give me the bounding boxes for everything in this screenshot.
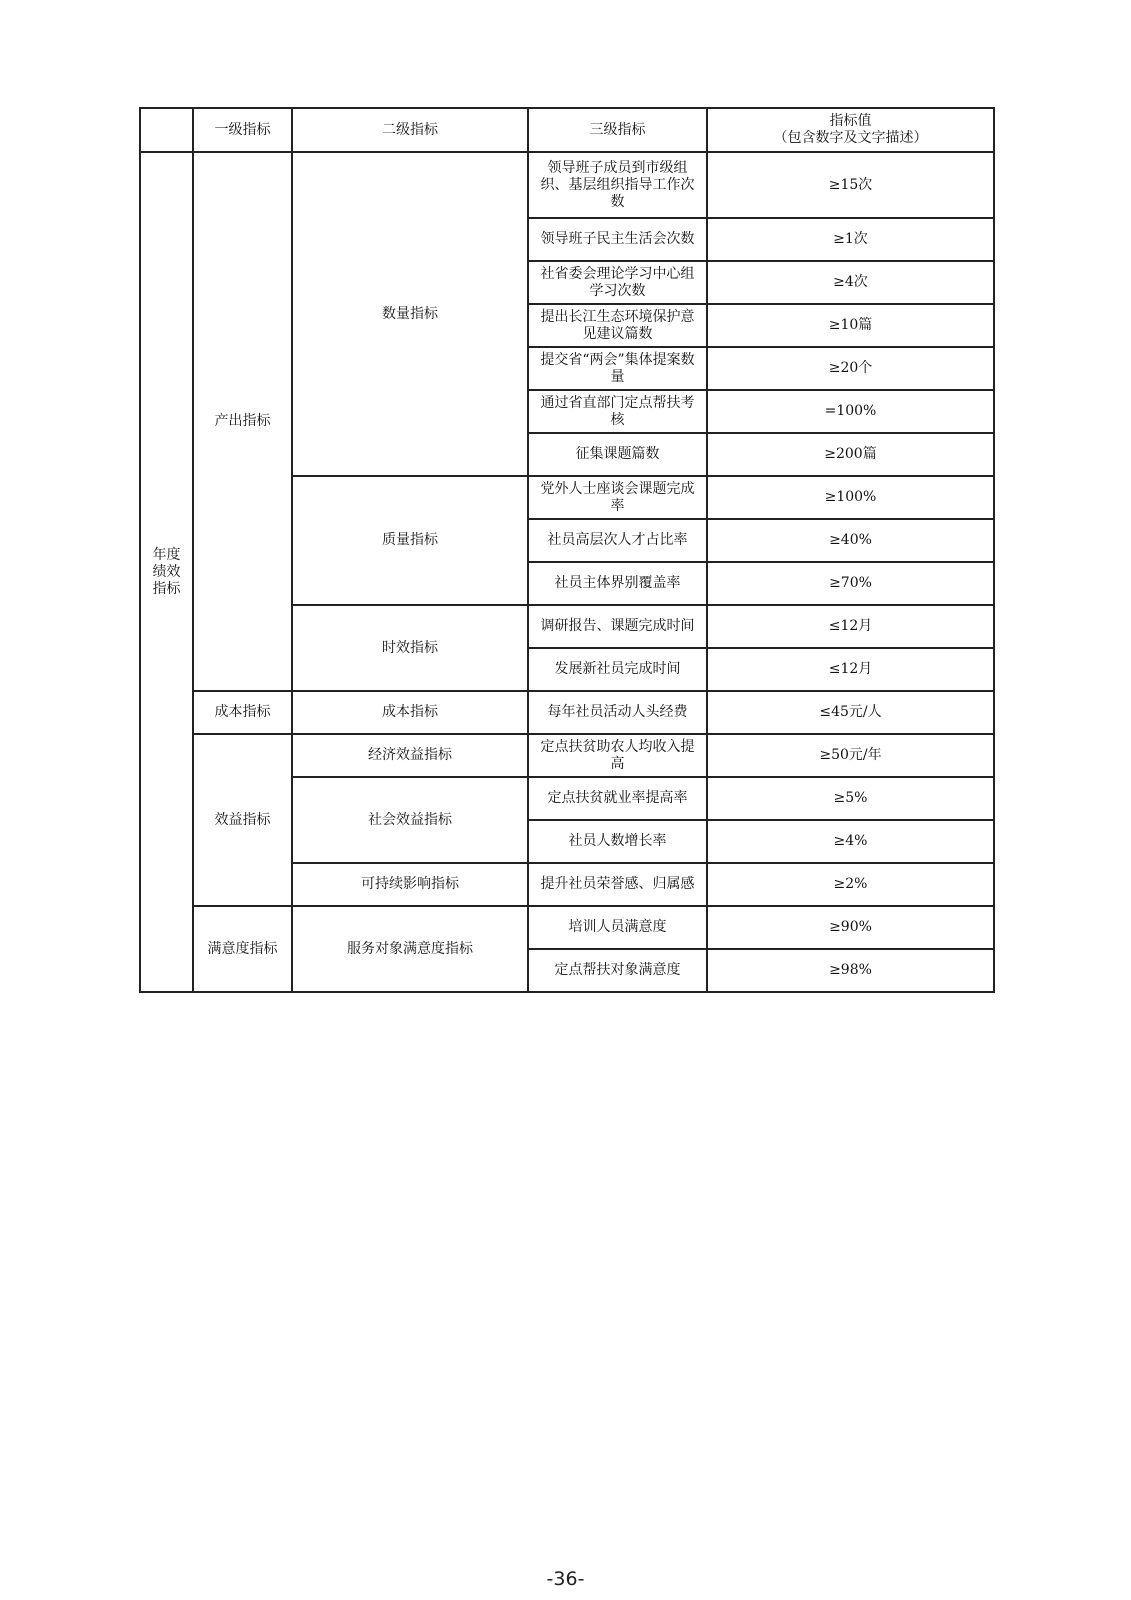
table-row [140,691,994,734]
header-value-line1: 指标值 [829,113,872,129]
level3-name: 定点扶贫助农人均收入提高 [528,734,707,777]
level3-name: 领导班子成员到市级组织、基层组织指导工作次数 [528,152,707,218]
level3-name: 培训人员满意度 [528,906,707,949]
indicator-value: ≥4% [707,820,994,863]
level3-name: 定点扶贫就业率提高率 [528,777,707,820]
indicator-value: ≥50元/年 [707,734,994,777]
page-number: -36- [546,1568,585,1590]
level3-name: 定点帮扶对象满意度 [528,949,707,992]
level3-name: 提升社员荣誉感、归属感 [528,863,707,906]
indicator-value: ≥40% [707,519,994,562]
category-annual-indicators: 年度绩效指标 [140,152,193,992]
level3-name: 提出长江生态环境保护意见建议篇数 [528,304,707,347]
indicator-value: ≤12月 [707,605,994,648]
level3-name: 社员人数增长率 [528,820,707,863]
table-row [140,906,994,949]
level2-service-satisfaction: 服务对象满意度指标 [292,906,528,992]
indicator-value: ≥90% [707,906,994,949]
indicator-value: ≥5% [707,777,994,820]
level1-cost: 成本指标 [193,691,292,734]
level1-benefit: 效益指标 [193,734,292,906]
indicator-value: ≥20个 [707,347,994,390]
indicator-value: ≥15次 [707,152,994,218]
level2-timeliness: 时效指标 [292,605,528,691]
level3-name: 党外人士座谈会课题完成率 [528,476,707,519]
level3-name: 社员高层次人才占比率 [528,519,707,562]
level3-name: 每年社员活动人头经费 [528,691,707,734]
level2-sustainable: 可持续影响指标 [292,863,528,906]
level2-economic: 经济效益指标 [292,734,528,777]
indicator-value: ≥2% [707,863,994,906]
level3-name: 提交省“两会”集体提案数量 [528,347,707,390]
indicator-value: ≥98% [707,949,994,992]
table-header-row [140,108,994,152]
header-blank-cell [140,108,193,152]
indicator-value: ≥100% [707,476,994,519]
level3-name: 社员主体界别覆盖率 [528,562,707,605]
indicator-value: ≥4次 [707,261,994,304]
level1-satisfaction: 满意度指标 [193,906,292,992]
header-value [707,108,994,152]
level1-output: 产出指标 [193,152,292,691]
indicator-value: ≤45元/人 [707,691,994,734]
level2-social: 社会效益指标 [292,777,528,863]
header-level1: 一级指标 [193,108,292,152]
indicator-value: ≥10篇 [707,304,994,347]
indicator-value: ≥70% [707,562,994,605]
header-value-line2: （包含数字及文字描述） [773,130,928,146]
level2-quality: 质量指标 [292,476,528,605]
level3-name: 发展新社员完成时间 [528,648,707,691]
header-level2: 二级指标 [292,108,528,152]
header-level3: 三级指标 [528,108,707,152]
indicator-value: ≤12月 [707,648,994,691]
indicator-value: ≥1次 [707,218,994,261]
level2-quantity: 数量指标 [292,152,528,476]
indicator-value: ≥200篇 [707,433,994,476]
level3-name: 调研报告、课题完成时间 [528,605,707,648]
table-row [140,734,994,777]
performance-indicator-table [139,107,995,993]
indicator-value: =100% [707,390,994,433]
level2-cost: 成本指标 [292,691,528,734]
level3-name: 通过省直部门定点帮扶考核 [528,390,707,433]
level3-name: 领导班子民主生活会次数 [528,218,707,261]
level3-name: 征集课题篇数 [528,433,707,476]
level3-name: 社省委会理论学习中心组学习次数 [528,261,707,304]
table-row [140,152,994,218]
